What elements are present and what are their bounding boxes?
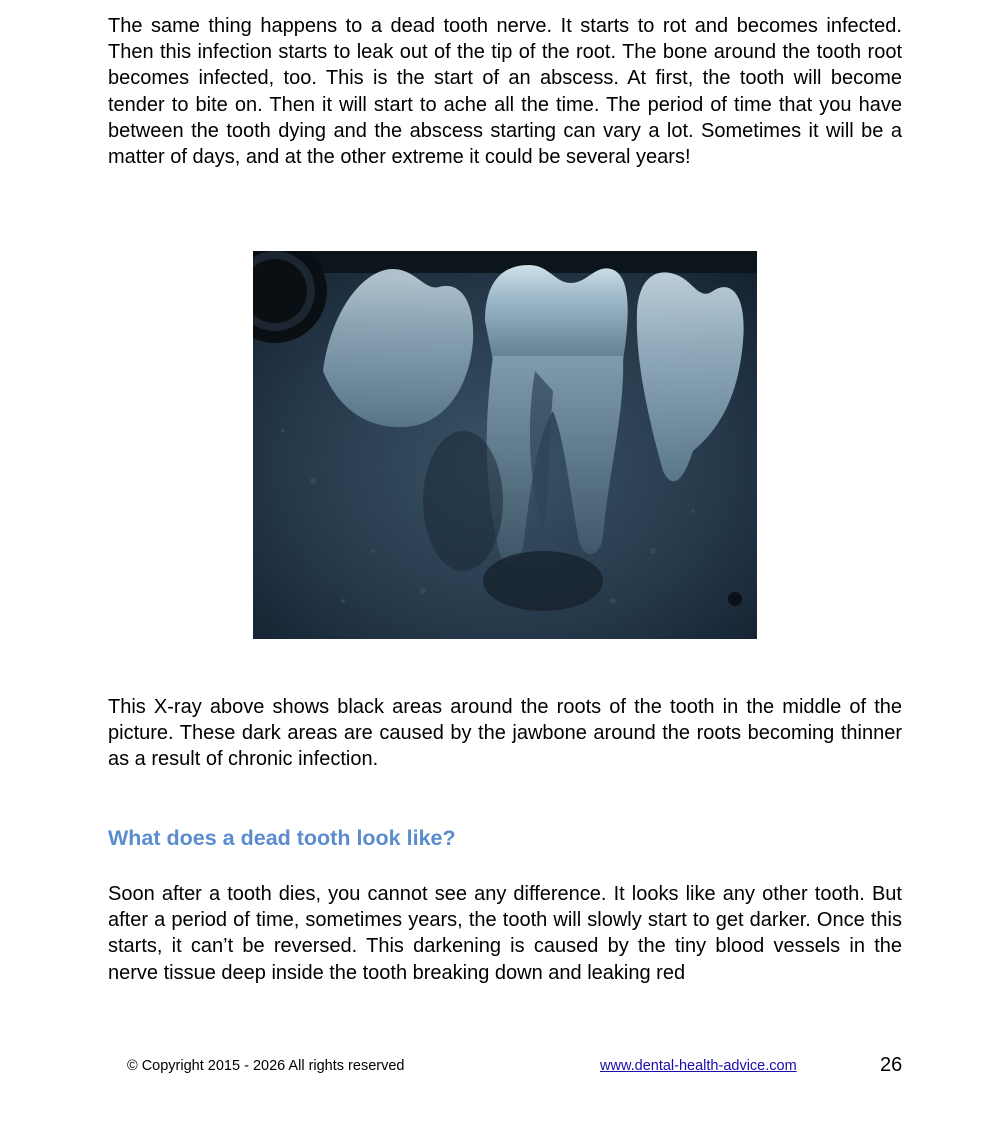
section-heading: What does a dead tooth look like? [108,826,456,850]
intro-paragraph: The same thing happens to a dead tooth nerve. It starts to rot and becomes infected. Then this infection starts to leak out of the tip of the root. The bone around the tooth root becomes infected, too. This is the start of an abscess. At first, the tooth will become tender to bite on. Then it will start to ache all the time. The period of time that you have between the tooth dying and the abscess starting can vary a lot. Sometimes it will be a matter of days, and at the other extreme it could be several years! [108,15,902,169]
page-number: 26 [880,1054,903,1076]
dead-tooth-paragraph: Soon after a tooth dies, you cannot see any difference. It looks like any other tooth. But after a period of time, sometimes years, the tooth will slowly start to get darker. Once this starts, it can’t be reversed. This darkening is caused by the tiny blood vessels in the nerve tissue deep inside the tooth breaking down and leaking red [108,883,902,984]
copyright-text: © Copyright 2015 - 2026 All rights reserved [127,1058,405,1074]
website-link[interactable]: www.dental-health-advice.com [600,1058,797,1074]
xray-caption-paragraph: This X-ray above shows black areas around the roots of the tooth in the middle of the picture. These dark areas are caused by the jawbone around the roots becoming thinner as a result of chronic infection. [108,696,902,771]
dental-xray-image [253,251,757,639]
